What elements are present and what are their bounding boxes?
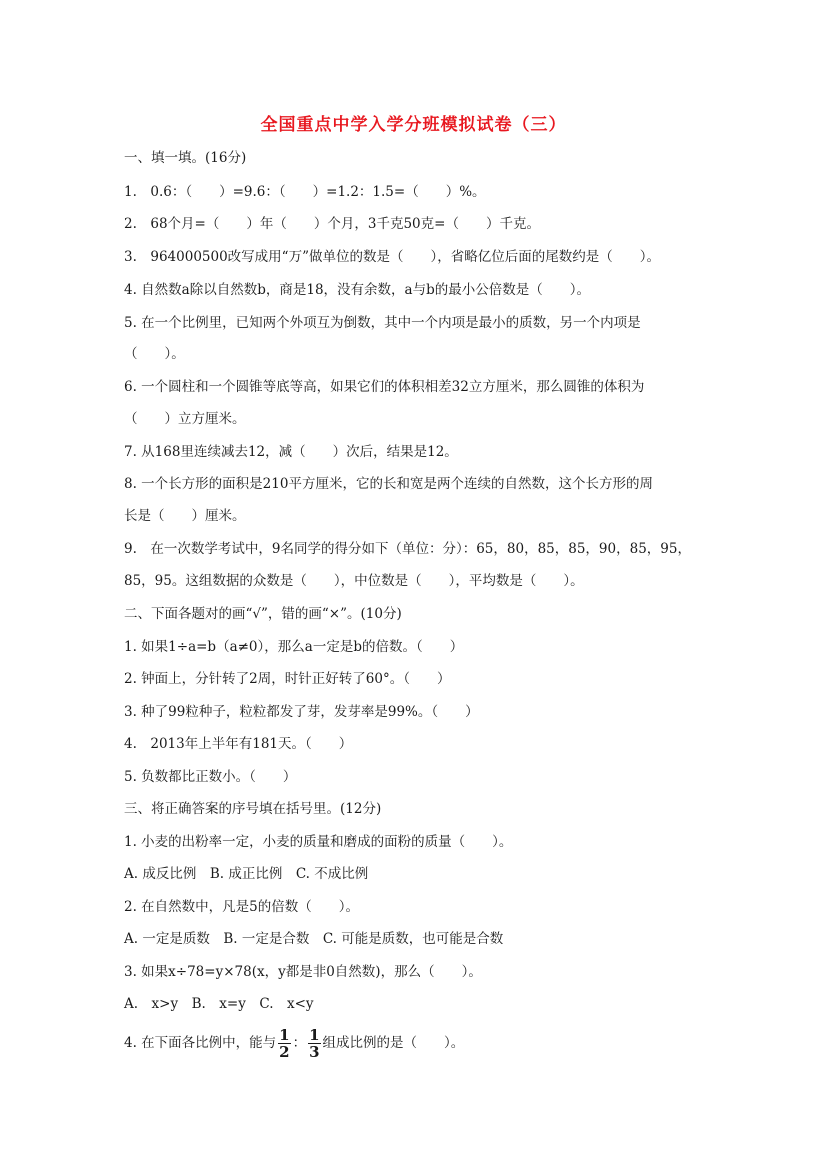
question-choice-3-options: A. x>y B. x=y C. x<y [124, 996, 314, 1012]
question-fill-5: 5. 在一个比例里，已知两个外项互为倒数，其中一个内项是最小的质数，另一个内项是 [124, 315, 641, 331]
question-judge-2: 2. 钟面上，分针转了2周，时针正好转了60°。（ ） [124, 671, 451, 687]
page-title: 全国重点中学入学分班模拟试卷（三） [260, 115, 567, 135]
question-choice-4-prefix: 4. 在下面各比例中，能与 [124, 1035, 277, 1051]
question-fill-9-cont: 85，95。这组数据的众数是（ ），中位数是（ ），平均数是（ ）。 [124, 573, 584, 589]
question-choice-2-options: A. 一定是质数 B. 一定是合数 C. 可能是质数，也可能是合数 [124, 931, 504, 947]
question-fill-6: 6. 一个圆柱和一个圆锥等底等高，如果它们的体积相差32立方厘米，那么圆锥的体积为 [124, 379, 645, 395]
section-heading-choice: 三、将正确答案的序号填在括号里。(12分) [124, 801, 382, 817]
question-choice-3: 3. 如果x÷78=y×78(x，y都是非0自然数)，那么（ ）。 [124, 964, 482, 980]
question-choice-2: 2. 在自然数中，凡是5的倍数（ ）。 [124, 899, 360, 915]
fraction-denominator: 3 [309, 1043, 320, 1061]
section-heading-fill: 一、填一填。(16分) [124, 150, 247, 166]
question-judge-5: 5. 负数都比正数小。（ ） [124, 769, 297, 785]
question-fill-2: 2. 68个月=（ ）年（ ）个月，3千克50克=（ ）千克。 [124, 216, 540, 232]
question-fill-3: 3. 964000500改写成用“万”做单位的数是（ ），省略亿位后面的尾数约是（ ）。 [124, 249, 660, 265]
question-fill-8: 8. 一个长方形的面积是210平方厘米，它的长和宽是两个连续的自然数，这个长方形的周 [124, 476, 653, 492]
question-fill-8-cont: 长是（ ）厘米。 [124, 508, 246, 524]
section-heading-judge: 二、下面各题对的画“√”，错的画“×”。(10分) [124, 606, 402, 622]
ratio-colon: ： [292, 1035, 307, 1051]
question-fill-6-cont: （ ）立方厘米。 [124, 411, 246, 427]
fraction-one-third [308, 1027, 320, 1060]
fraction-one-half [278, 1027, 290, 1060]
fraction-numerator: 1 [279, 1026, 290, 1044]
question-fill-4: 4. 自然数a除以自然数b，商是18，没有余数，a与b的最小公倍数是（ ）。 [124, 282, 590, 298]
question-choice-1: 1. 小麦的出粉率一定，小麦的质量和磨成的面粉的质量（ ）。 [124, 834, 513, 850]
question-fill-9: 9. 在一次数学考试中，9名同学的得分如下（单位：分）：65，80，85，85，90，85，95， [124, 541, 691, 557]
question-choice-1-options: A. 成反比例 B. 成正比例 C. 不成比例 [124, 866, 369, 882]
fraction-denominator: 2 [279, 1043, 290, 1061]
question-fill-1: 1. 0.6：（ ）=9.6：（ ）=1.2：1.5=（ ）%。 [124, 184, 486, 200]
question-choice-4 [124, 1025, 724, 1061]
question-judge-4: 4. 2013年上半年有181天。（ ） [124, 736, 353, 752]
question-fill-5-cont: （ ）。 [124, 346, 185, 362]
fraction-numerator: 1 [309, 1026, 320, 1044]
question-judge-1: 1. 如果1÷a=b（a≠0），那么a一定是b的倍数。（ ） [124, 639, 464, 655]
question-fill-7: 7. 从168里连续减去12，减（ ）次后，结果是12。 [124, 444, 458, 460]
question-choice-4-suffix: 组成比例的是（ ）。 [322, 1035, 465, 1051]
question-judge-3: 3. 种了99粒种子，粒粒都发了芽，发芽率是99%。（ ） [124, 704, 479, 720]
